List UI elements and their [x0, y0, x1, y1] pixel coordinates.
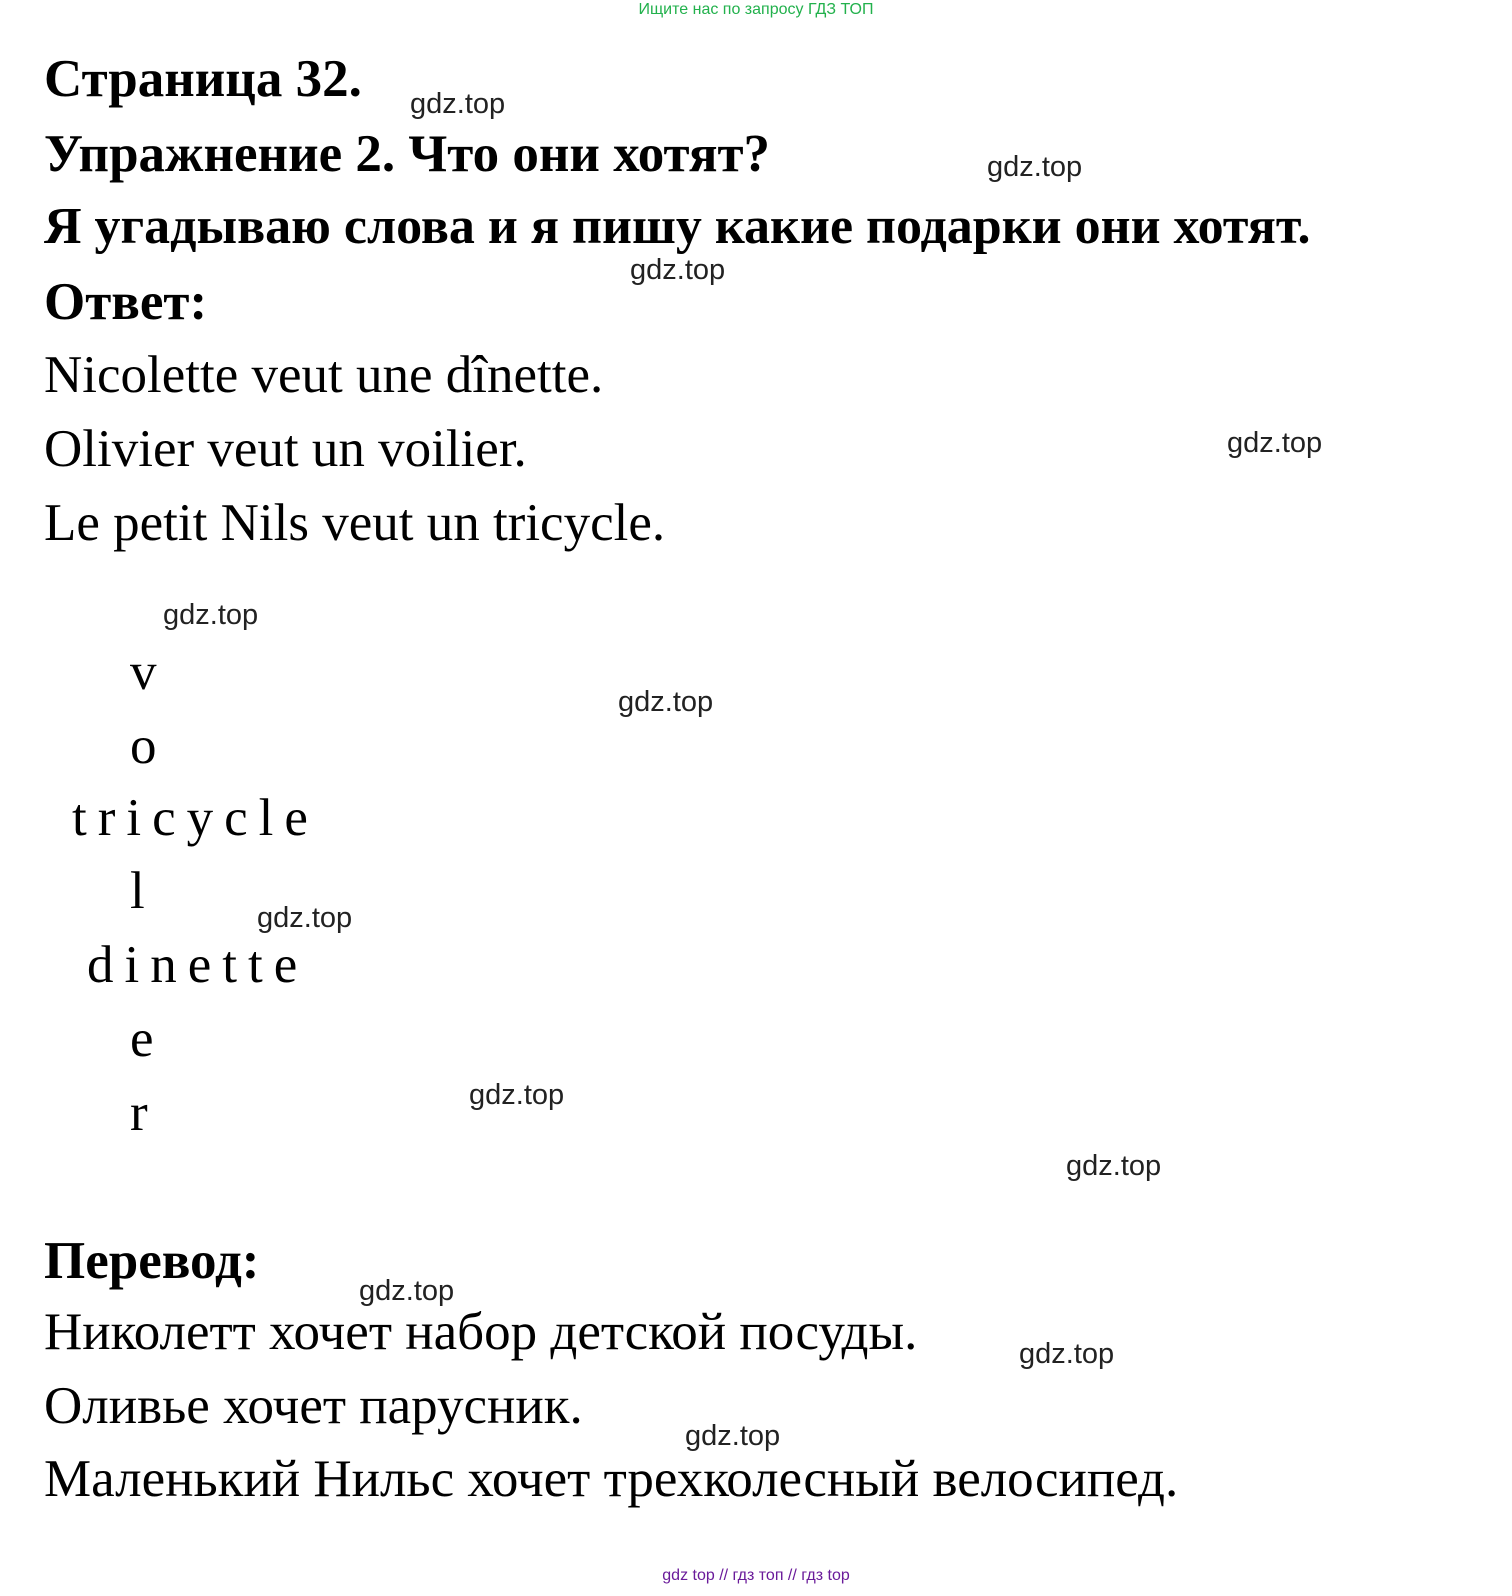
watermark: gdz.top [163, 599, 259, 631]
crossword-word-dinette: dinette [87, 936, 309, 994]
watermark: gdz.top [685, 1420, 781, 1452]
answer-line: Nicolette veut une dînette. [44, 346, 604, 404]
watermark: gdz.top [987, 151, 1083, 183]
crossword-letter: r [130, 1084, 148, 1142]
watermark: gdz.top [1019, 1338, 1115, 1370]
watermark: gdz.top [618, 686, 714, 718]
answer-line: Olivier veut un voilier. [44, 420, 527, 478]
watermark: gdz.top [410, 88, 506, 120]
crossword-letter: l [130, 862, 145, 920]
exercise-heading: Упражнение 2. Что они хотят? [44, 125, 771, 183]
translation-line: Оливье хочет парусник. [44, 1377, 583, 1435]
crossword-letter: o [130, 717, 157, 775]
crossword-letter: e [130, 1010, 154, 1068]
watermark: gdz.top [630, 254, 726, 286]
answer-line: Le petit Nils veut un tricycle. [44, 494, 666, 552]
translation-heading: Перевод: [44, 1232, 260, 1290]
translation-line: Маленький Нильс хочет трехколесный велосипед. [44, 1450, 1179, 1508]
top-banner: Ищите нас по запросу ГДЗ ТОП [638, 1, 874, 18]
task-text: Я угадываю слова и я пишу какие подарки они хотят. [44, 198, 1311, 255]
watermark: gdz.top [359, 1275, 455, 1307]
crossword-letter: v [130, 643, 157, 701]
watermark: gdz.top [1066, 1150, 1162, 1182]
translation-line: Николетт хочет набор детской посуды. [44, 1303, 918, 1361]
page-heading: Страница 32. [44, 50, 362, 108]
footer-links[interactable]: gdz top // гдз топ // гдз top [662, 1567, 850, 1584]
watermark: gdz.top [1227, 427, 1323, 459]
watermark: gdz.top [257, 902, 353, 934]
answer-heading: Ответ: [44, 273, 208, 331]
watermark: gdz.top [469, 1079, 565, 1111]
crossword-word-tricycle: tricycle [72, 789, 319, 847]
